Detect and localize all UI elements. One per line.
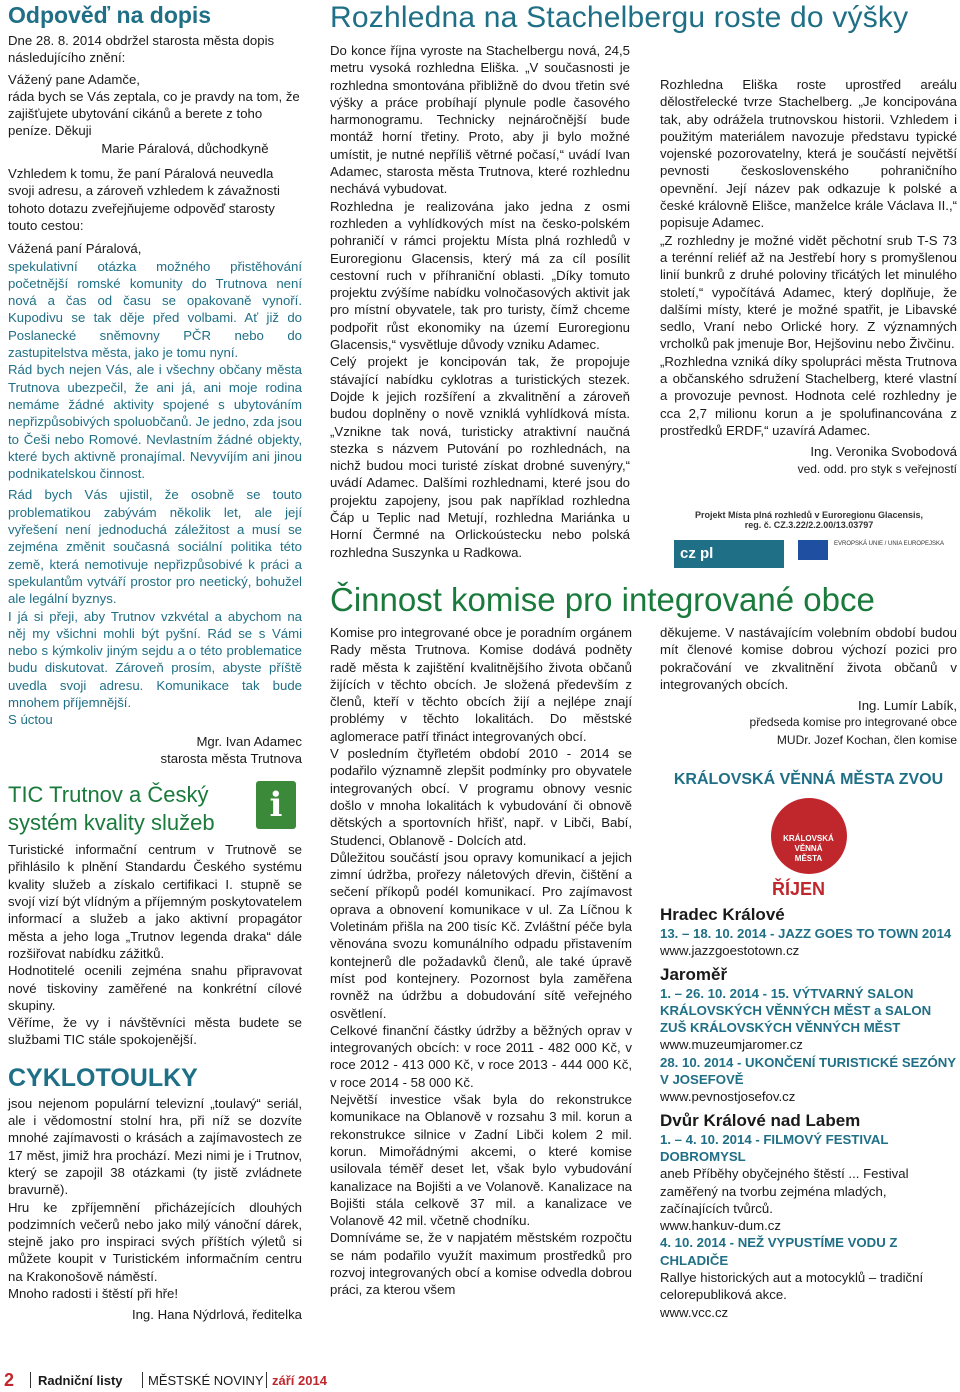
komise-paragraph: Domníváme se, že v napjatém městském rozpočtu se nám podařilo využít maximum prostředků pro rozvoj integrovaných obcí a komise odvedla dobrou práci, za kterou všem xyxy=(330,1230,632,1298)
kvm-event: 4. 10. 2014 - NEŽ VYPUSTÍME VODU Z CHLADIČE xyxy=(660,1235,898,1268)
stachelberg-signature-name: Ing. Veronika Svobodová xyxy=(810,444,957,460)
cyklotoulky-section xyxy=(8,1063,302,1324)
reply-greeting: Vážená paní Páralová, xyxy=(8,241,142,257)
tic-section xyxy=(8,781,302,1049)
info-icon-glyph: i xyxy=(269,785,283,826)
stachelberg-paragraph: „Rozhledna vzniká díky spolupráci města Trutnova a občanského sdružení Stachelberg, které vlastní a provozuje pevnost. Hodnota celé rozhledny je cca 2,7 milionu korun a je spolufinancována z prostředků ERDF,“ uzavírá Adamec. xyxy=(660,353,957,438)
stachelberg-column-2 xyxy=(660,42,957,478)
cyklotoulky-signature: Ing. Hana Nýdrlová, ředitelka xyxy=(131,1307,302,1323)
page-footer xyxy=(0,1368,960,1392)
eu-flag-icon xyxy=(798,540,828,560)
kvm-section xyxy=(660,770,957,1321)
stachelberg-paragraph: Do konce října vyroste na Stachelbergu nová, 24,5 metru vysoká rozhledna Eliška. „V současnosti je rozhledna smontována přibližně do dvou třetin své výšky a práce probíhají plynule podle časového harmonogramu. Technicky nejnáročnější bude montáž horní třetiny. Proto, aby ji bylo možné umístit, je nutné nepříliš větrné počasí,“ uvádí Ivan Adamec, starosta města Trutnova, které rozhlednu nechává vybudovat. xyxy=(330,43,630,197)
komise-signature-name: Ing. Lumír Labík, xyxy=(858,698,957,714)
footer-publication: Radniční listy xyxy=(38,1373,123,1388)
reply-body xyxy=(8,258,302,729)
project-title: Projekt Místa plná rozhledů v Euroregionu Glacensis, xyxy=(694,510,924,520)
project-reg-number: reg. č. CZ.3.22/2.2.00/13.03797 xyxy=(744,520,874,530)
letter-signature: Marie Páralová, důchodkyně xyxy=(101,140,269,156)
kvm-month: ŘÍJEN xyxy=(772,879,826,899)
tic-paragraph: Věříme, že vy i návštěvníci města budete se službami TIC stále spokojenější. xyxy=(8,1015,302,1048)
komise-paragraph: Největší investice však byla do rekonstrukce komunikace na Oblanově v rozsahu 3 mil. korun a rekonstrukce silnice v Zadní Libči kolem 2 mil. korun. Mimořádnými akcemi, o které komise usilovala téměř deset let, však bylo vybudování kanalizace na Bojišti a ve Volanově. Kanalizace na Bojišti stála celkově 37 mil. a kanalizace ve Volanově 42 mil. včetně chodníku. xyxy=(330,1092,632,1229)
kvm-event: 1. – 26. 10. 2014 - 15. VÝTVARNÝ SALON KRÁLOVSKÝCH VĚNNÝCH MĚST a SALON ZUŠ KRÁLOVSKÝCH VĚNNÝCH MĚST xyxy=(660,985,932,1036)
kvm-city-jaromer: Jaroměř xyxy=(660,964,728,984)
komise-paragraph: Komise pro integrované obce je poradním orgánem Rady města Trutnova. Komise dodává podněty radě města k zajištění kvalitnějšího života občanů žijících v těchto obcích. Je složená především z členů, kteří v těchto obcích žijí a nejlépe znají problémy v těchto lokalitách. Do městské aglomerace patří třináct integrovaných obcí. xyxy=(330,625,632,744)
komise-paragraph: V posledním čtyřletém období 2010 - 2014 se podařilo významně zlepšit podmínky pro obyvatele integrovaných obcí. V programu obnovy vesnic došlo v mnoha lokalitách k vybudování či obnově dětských a sportovních hřišť, např. v Libči, Babí, Studenci, Oblanově - Dolcích atd. xyxy=(330,746,632,848)
letter-body: ráda bych se Vás zeptala, co je pravdy na tom, že zajišťujete ubytování cikánů a berete z toho peníze. Děkuji xyxy=(8,88,300,139)
komise-paragraph: Celkové finanční částky údržby a běžných oprav v integrovaných obcích: v roce 2011 - 482 000 Kč, v roce 2012 - 413 000 Kč, v roce 2013 - 444 000 Kč, v roce 2014 - 58 000 Kč. xyxy=(330,1022,632,1090)
reply-paragraph: Rád bych nejen Vás, ale i všechny občany města Trutnova ubezpečil, že ani já, ani moje rodina nemáme žádné aktivity spojené s ubytováním nepřizpůsobivých spoluobčanů. Je jedno, zda jsou to Češi nebo Romové. Nevlastním žádné objekty, které bych aktivně pronajímal. Nevyvíjím ani jinou podnikatelskou činnost. xyxy=(8,362,302,482)
article-title-cyklotoulky: CYKLOTOULKY xyxy=(8,1063,198,1092)
kvm-logo xyxy=(771,798,847,874)
article-title-stachelberg: Rozhledna na Stachelbergu roste do výšky xyxy=(330,1,909,34)
info-icon xyxy=(256,781,296,829)
cyklotoulky-paragraph: Mnoho radosti i štěstí při hře! xyxy=(8,1286,179,1301)
stachelberg-paragraph: Celý projekt je koncipován tak, že propojuje stávající nabídku cyklotras a turistických stezek. Dojde k jejich rozšíření a zkvalitnění a zároveň budou doplněny o nově vzniklá vyhlídková místa. „Vznikne tak nová, turisticky atraktivní naučná stezka s názvem Putování po rozhlednách, na nichž budou moci turisté získat drobné suvenýry,“ uvádí Adamec. Dalšími rozhlednami, které jsou do projektu zapojeny, jsou pak například rozhledna Čáp u Teplic nad Metují, rozhledna Mariánka u Horní Čermné na Orlickoústecku nebo polská rozhledna Suszynka u Radkowa. xyxy=(330,354,630,560)
cyklotoulky-paragraph: Hru ke zpříjemnění přicházejících dlouhých podzimních večerů nebo jako milý vánoční dárek, stejně jako pro inspiraci svých příštích výletů si můžete koupit v Turistickém informačním centru na Krakonošově náměstí. xyxy=(8,1199,302,1284)
kvm-city-hradec: Hradec Králové xyxy=(660,905,785,924)
footer-divider xyxy=(142,1372,143,1388)
kvm-city-dvur: Dvůr Králové nad Labem xyxy=(660,1110,861,1130)
reply-paragraph: I já si přeji, aby Trutnov vzkvétal a abychom na něj my všichni mohli být pyšní. Rád se s Vámi nebo s kýmkoliv jiným sejdu a o této problematice budu diskutovat. Zároveň prosím, abyste příště uvedla svoji adresu. Komunikace tak bude mnohem příjemnější. xyxy=(8,608,302,710)
kvm-event: 1. – 4. 10. 2014 - FILMOVÝ FESTIVAL DOBROMYSL xyxy=(660,1131,889,1164)
reply-signature-name: Mgr. Ivan Adamec xyxy=(196,733,302,749)
kvm-event: 28. 10. 2014 - UKONČENÍ TURISTICKÉ SEZÓNY V JOSEFOVĚ xyxy=(660,1054,956,1088)
reply-paragraph: spekulativní otázka možného přistěhování početnější romské komunity do Trutnova není nová a čas od času se opakovaně vynoří. Kupodivu se tak děje před volbami. Ať již do Poslanecké sněmovny PČR nebo do zastupitelstva města, jako je tomu nyní. xyxy=(8,258,302,361)
stachelberg-signature-role: ved. odd. pro styk s veřejností xyxy=(797,461,957,476)
footer-issue: září 2014 xyxy=(272,1373,327,1388)
footer-divider xyxy=(266,1372,267,1388)
kvm-event-desc: Rallye historických aut a motocyklů – tradiční celorepubliková akce. xyxy=(660,1270,924,1303)
kvm-event-url[interactable]: www.vcc.cz xyxy=(660,1304,729,1320)
kvm-logo-text: KRÁLOVSKÁ VĚNNÁ MĚSTA xyxy=(783,834,834,863)
kvm-event-url[interactable]: www.jazzgoestotown.cz xyxy=(660,943,800,959)
kvm-event-url[interactable]: www.pevnostjosefov.cz xyxy=(660,1089,796,1105)
project-logo-strip xyxy=(664,510,954,576)
left-column xyxy=(8,2,302,1324)
stachelberg-column-1 xyxy=(330,42,630,561)
reply-closing: S úctou xyxy=(8,712,53,728)
article-title-komise: Činnost komise pro integrované obce xyxy=(330,581,875,618)
eu-label: EVROPSKÁ UNIE / UNIA EUROPEJSKA xyxy=(834,541,945,547)
reply-paragraph: Rád bych Vás ujistil, že osobně se touto problematikou zabývám několik let, ale její vyřešení není jednoduchá záležitost a musí se zejména změnit současná sociální politika této země, která nemotivuje nepřizpůsobivé k práci a spekulantům vytváří prostor pro neetický, bohužel ale legální byznys. xyxy=(8,487,302,607)
komise-column-1 xyxy=(330,624,632,1299)
stachelberg-paragraph: „Z rozhledny je možné vidět pěchotní srub T-S 73 a terénní reliéf až na Jestřebí hory s promyšlenou linií bunkrů z druhé poloviny třicátých let minulého století,“ vypočítává Adamec, který doplňuje, že dalšími místy, které je možné spatřit, je Libavské sedlo, Vraní nebo Orlické hory. Z významných vrcholků pak jmenuje Bor, Hejšovinu nebo Živčinu. xyxy=(660,232,957,352)
kvm-event: 13. – 18. 10. 2014 - JAZZ GOES TO TOWN 2014 xyxy=(660,926,952,941)
komise-signature-role: předseda komise pro integrované obce xyxy=(749,715,957,730)
kvm-event-desc: aneb Příběhy obyčejného štěstí ... Festival zaměřený na tvorbu zejména mladých, začínajících tvůrců. xyxy=(660,1166,909,1216)
footer-divider xyxy=(30,1372,31,1388)
komise-paragraph: děkujeme. V nastávajícím volebním období budou mít členové komise dobrou výchozí pozici pro pokračování ve zkvalitnění života občanů v integrovaných obcích. xyxy=(660,625,957,692)
footer-subtitle: MĚSTSKÉ NOVINY xyxy=(148,1373,264,1388)
article-title-tic: TIC Trutnov a Český systém kvality služeb xyxy=(8,782,215,836)
page-number: 2 xyxy=(4,1370,15,1390)
tic-paragraph: Turistické informační centrum v Trutnově se přihlásilo k plnění Standardu Českého systému kvality služeb a získalo certifikaci I. stupně se svojí vizí být vlídným a příjemným poskytovatelem informací a služeb a jako aktivní propagátor města a jeho loga „Trutnov legenda draka“ dále rozšiřovat nabídku zážitků. xyxy=(8,842,302,961)
article-title-reply: Odpověď na dopis xyxy=(8,2,212,28)
kvm-event-url[interactable]: www.muzeumjaromer.cz xyxy=(660,1037,803,1053)
cz-pl-logo xyxy=(674,540,784,568)
letter-greeting: Vážený pane Adamče, xyxy=(8,71,140,87)
reply-intro: Dne 28. 8. 2014 obdržel starosta města dopis následujícího znění: xyxy=(8,33,275,66)
stachelberg-paragraph: Rozhledna je realizována jako jedna z osmi rozhleden a vyhlídkových míst na česko-polském pohraničí v rámci projektu Místa plná rozhledů v Euroregionu Glacensis, který má za cíl posílit cestovní ruch v příhraniční oblasti. „Díky tomuto projektu zvýšíme nabídku volnočasových aktivit jak pro místní obyvatele, tak pro turisty, čímž chceme podpořit růst ekonomiky na území Euroregionu Glacensis,“ vysvětluje důvody vzniku Adamec. xyxy=(330,198,630,353)
reply-signature-role: starosta města Trutnova xyxy=(160,750,302,766)
cyklotoulky-paragraph: jsou nejenom populární televizní „toulavý“ seriál, ale i vědomostní stolní hra, při níž se dozvíte mnohé zajímavosti o krásách a zajímavostech ze 17 měst, jimiž hra prochází. Mezi nimi je i Trutnov, který se zapojil 38 otázkami (ty jistě zvládnete bravurně). xyxy=(8,1095,302,1198)
komise-paragraph: Důležitou součástí jsou opravy komunikací a jejich zimní údržba, prořezy náletových dřevin, čištění a sečení příkopů podél komunikací. Pro zajímavost oprava a obnovení komunikace v ul. Za Líčnou k Voletinám přišla na 200 tisíc Kč. Zvláštní péče byla věnována svozu komunálního odpadu přistavením kontejnerů dle požadavků členů, ale také úpravě míst pod kontejnery. Pozornost byla zaměřena rovněž na údržbu a dobudování sítě veřejného osvětlení. xyxy=(330,849,632,1021)
editorial-note: Vzhledem k tomu, že paní Páralová neuvedla svoji adresu, a zároveň vzhledem k závažnosti tohoto dotazu zveřejňujeme odpověď starosty touto cestou: xyxy=(8,166,280,233)
cz-pl-logo-text: cz pl xyxy=(680,545,714,562)
stachelberg-paragraph: Rozhledna Eliška roste uprostřed areálu dělostřelecké tvrze Stachelberg. „Je koncipována tak, aby odrážela trutnovskou historii. Vzhledem i použitým materiálem navozuje představu typické vojenské pozorovatelny, která je součástí největší pevnosti československého pohraničního opevnění. Její název pak odkazuje k polské a české královně Elišce, manželce krále Václava II.,“ popisuje Adamec. xyxy=(660,77,957,231)
tic-paragraph: Hodnotitelé ocenili zejména snahu připravovat nové tiskoviny zaměřené na konkrétní cílové skupiny. xyxy=(8,963,302,1013)
komise-column-2 xyxy=(660,624,957,749)
kvm-event-url[interactable]: www.hankuv-dum.cz xyxy=(660,1218,781,1234)
kvm-title: KRÁLOVSKÁ VĚNNÁ MĚSTA ZVOU xyxy=(673,771,944,788)
komise-signature-member: MUDr. Jozef Kochan, člen komise xyxy=(776,732,957,747)
